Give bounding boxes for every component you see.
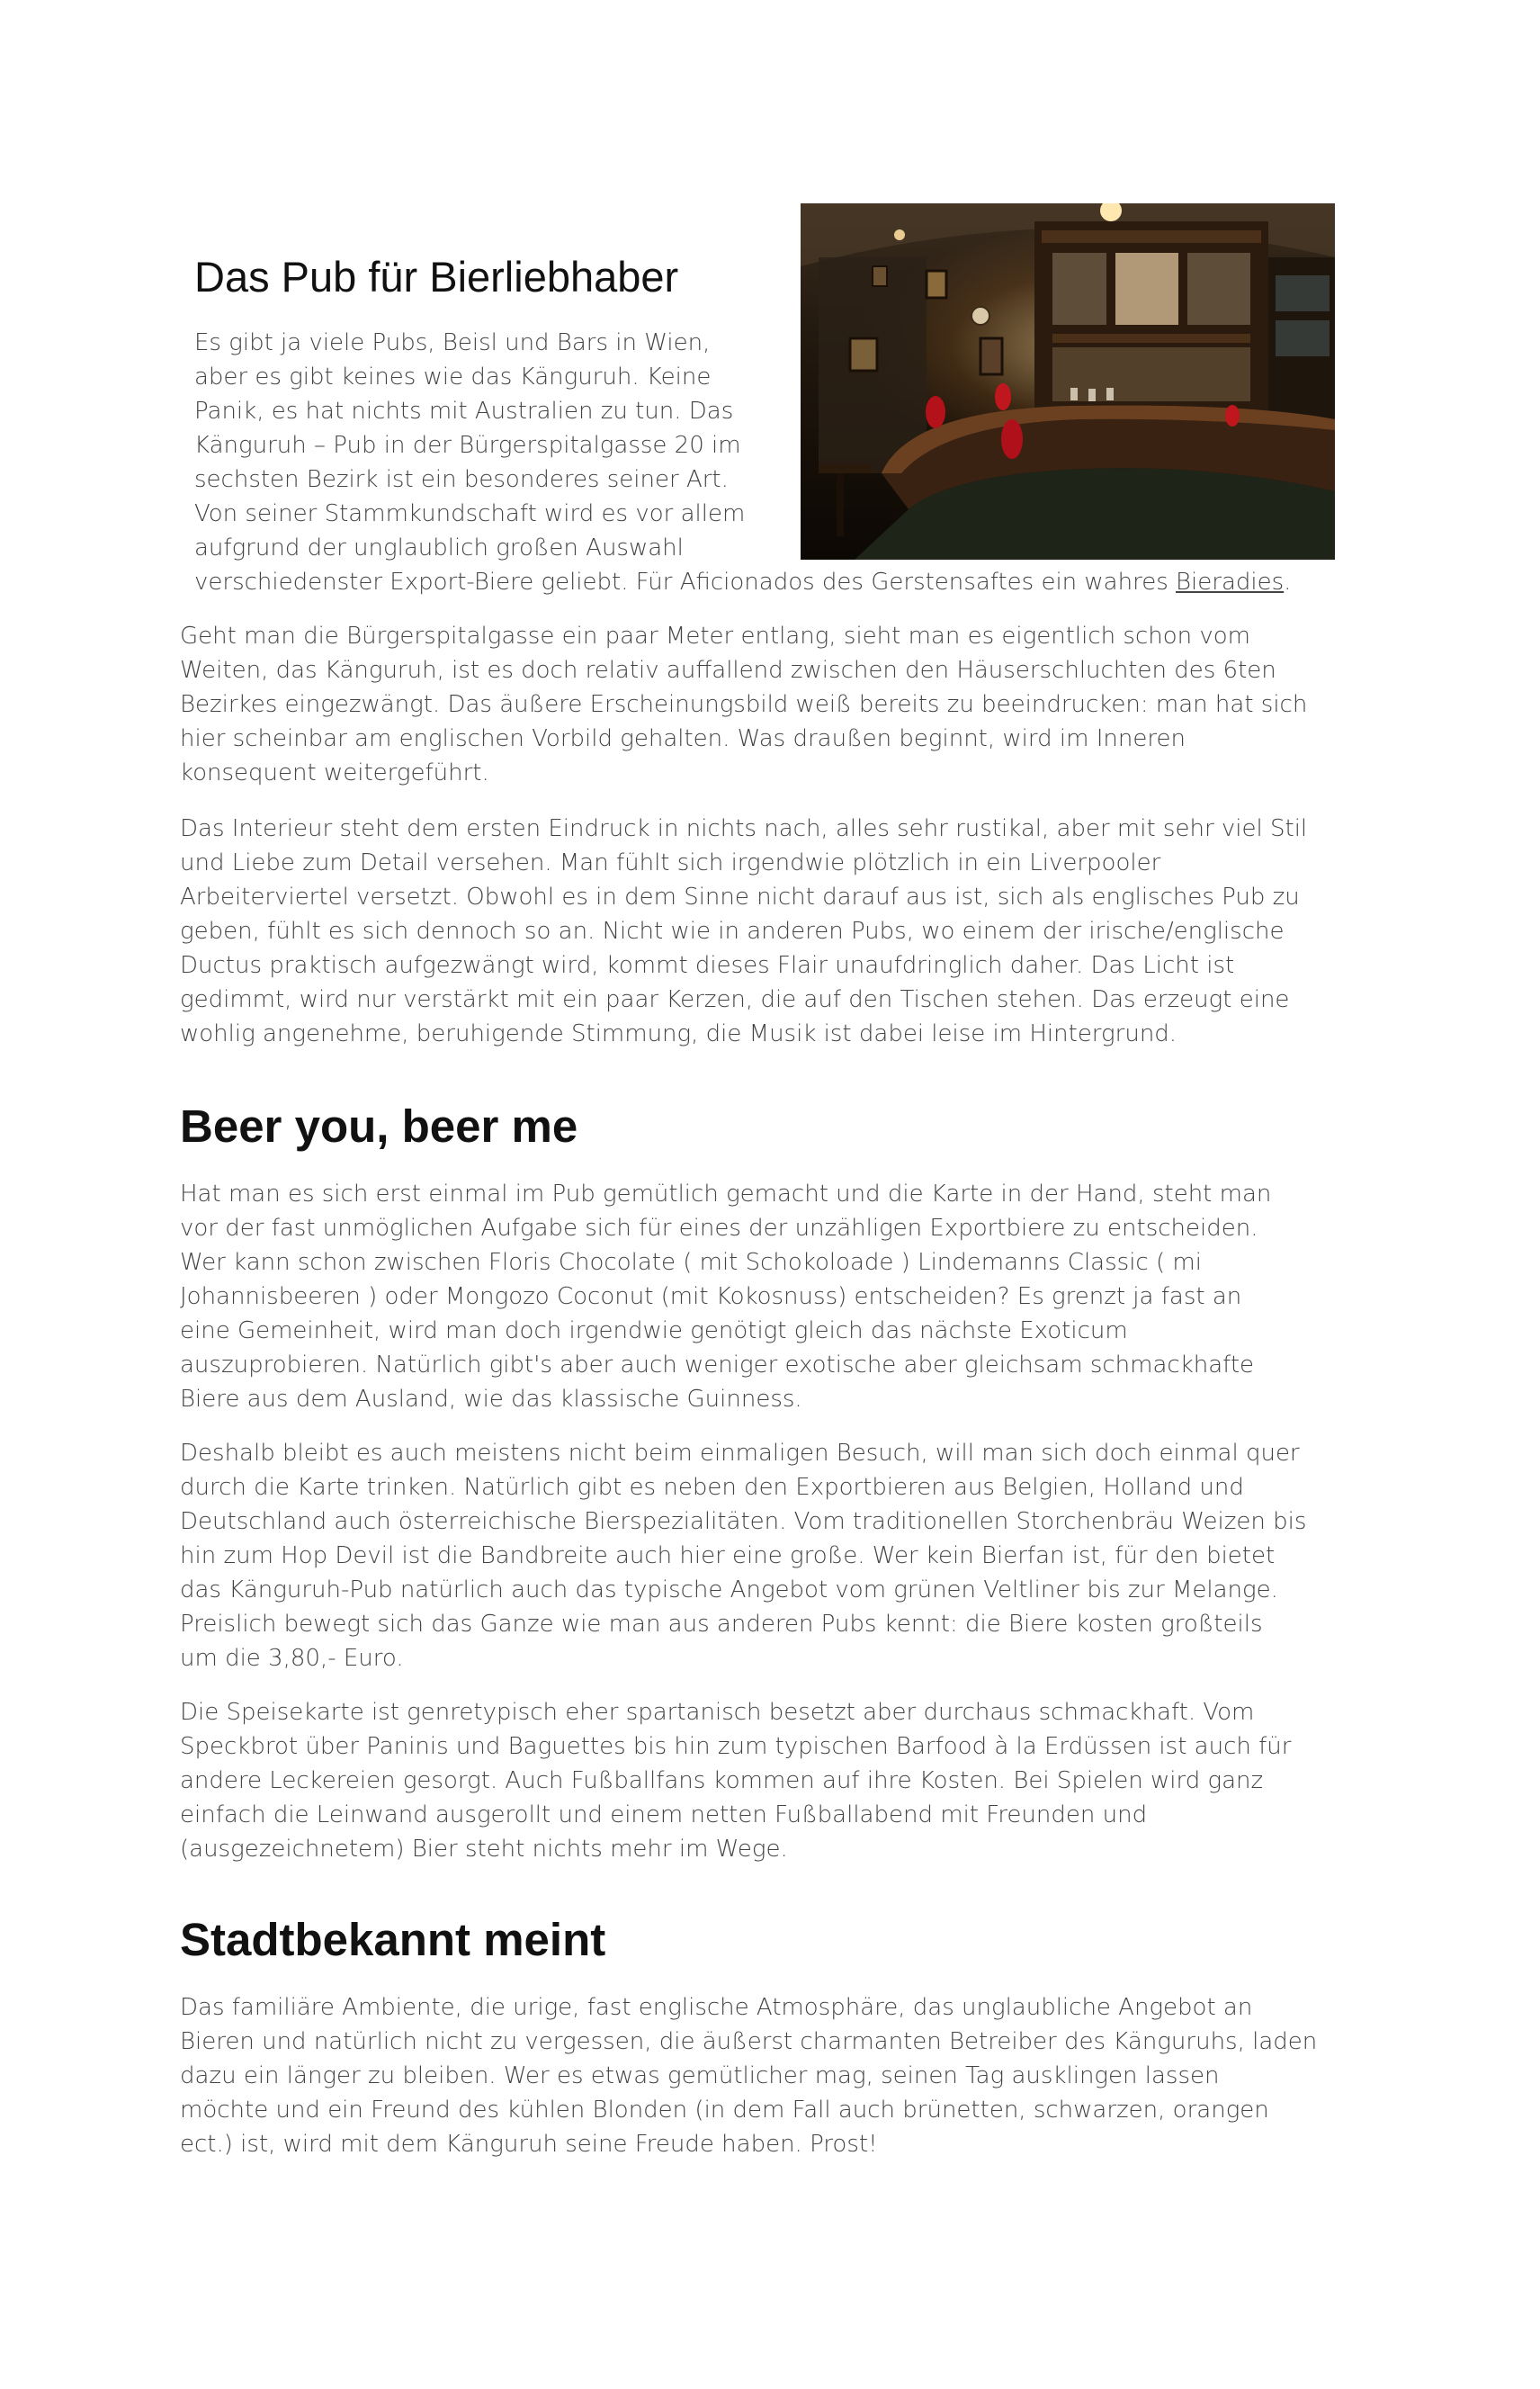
- text-line: möchte und ein Freund des kühlen Blonden (in dem Fall auch brünetten, schwarzen, orangen: [180, 2097, 1269, 2124]
- text-line: (ausgezeichnetem) Bier steht nichts mehr im Wege.: [180, 1836, 788, 1863]
- intro-title: Das Pub für Bierliebhaber: [194, 253, 679, 301]
- text-line: Das Interieur steht dem ersten Eindruck in nichts nach, alles sehr rustikal, aber mit sehr viel Stil: [180, 815, 1308, 842]
- text-line: um die 3,80,- Euro.: [180, 1645, 404, 1672]
- bieradies-link[interactable]: Bieradies: [1176, 569, 1285, 596]
- text-line: Von seiner Stammkundschaft wird es vor allem: [194, 500, 746, 527]
- text-line: dazu ein länger zu bleiben. Wer es etwas gemütlicher mag, seinen Tag ausklingen lassen: [180, 2062, 1220, 2089]
- text-line: Geht man die Bürgerspitalgasse ein paar Meter entlang, sieht man es eigentlich schon vom: [180, 623, 1250, 650]
- text-line: Wer kann schon zwischen Floris Chocolate ( mit Schokoloade ) Lindemanns Classic ( mi: [180, 1249, 1202, 1276]
- text-line: auszuprobieren. Natürlich gibt's aber auch weniger exotische aber gleichsam schmackhafte: [180, 1352, 1255, 1379]
- text-line: eine Gemeinheit, wird man doch irgendwie genötigt gleich das nächste Exoticum: [180, 1317, 1128, 1344]
- text-line: Hat man es sich erst einmal im Pub gemütlich gemacht und die Karte in der Hand, steht man: [180, 1181, 1272, 1208]
- text-line: Speckbrot über Paninis und Baguettes bis hin zum typischen Barfood à la Erdüssen ist auch für: [180, 1733, 1292, 1760]
- text-line: Weiten, das Känguruh, ist es doch relativ auffallend zwischen den Häuserschluchten des 6ten: [180, 657, 1276, 684]
- paragraph-street: [180, 619, 1349, 790]
- text-line: Johannisbeeren ) oder Mongozo Coconut (mit Kokosnuss) entscheiden? Es grenzt ja fast an: [180, 1283, 1242, 1310]
- text-line: ect.) ist, wird mit dem Känguruh seine Freude haben. Prost!: [180, 2131, 878, 2158]
- intro-paragraph: [194, 326, 1346, 599]
- text-line: Das familiäre Ambiente, die urige, fast englische Atmosphäre, das unglaubliche Angebot an: [180, 1994, 1253, 2021]
- paragraph-conclusion: [180, 1990, 1349, 2161]
- text-line: [194, 565, 1346, 599]
- text-line: Panik, es hat nichts mit Australien zu tun. Das: [194, 398, 734, 425]
- text-line: hier scheinbar am englischen Vorbild gehalten. Was draußen beginnt, wird im Inneren: [180, 725, 1186, 752]
- paragraph-food: [180, 1695, 1349, 1866]
- text-line: Arbeiterviertel versetzt. Obwohl es in dem Sinne nicht darauf aus ist, sich als englisches Pub zu: [180, 884, 1300, 911]
- text-line: gedimmt, wird nur verstärkt mit ein paar Kerzen, die auf den Tischen stehen. Das erzeugt eine: [180, 986, 1290, 1013]
- text-line: Deshalb bleibt es auch meistens nicht beim einmaligen Besuch, will man sich doch einmal quer: [180, 1440, 1300, 1467]
- text-line: Die Speisekarte ist genretypisch eher spartanisch besetzt aber durchaus schmackhaft. Vom: [180, 1699, 1255, 1726]
- text-line: Preislich bewegt sich das Ganze wie man aus anderen Pubs kennt: die Biere kosten großteils: [180, 1611, 1263, 1638]
- paragraph-menu-choice: [180, 1177, 1349, 1416]
- text-line: Deutschland auch österreichische Bierspezialitäten. Vom traditionellen Storchenbräu Weizen bis: [180, 1508, 1307, 1535]
- text-line: und Liebe zum Detail versehen. Man fühlt sich irgendwie plötzlich in ein Liverpooler: [180, 849, 1161, 876]
- text-line: hin zum Hop Devil ist die Bandbreite auch hier eine große. Wer kein Bierfan ist, für den bietet: [180, 1542, 1276, 1569]
- text-line: Es gibt ja viele Pubs, Beisl und Bars in Wien,: [194, 329, 711, 356]
- text-line-start: verschiedenster Export-Biere geliebt. Für Aficionados des Gerstensaftes ein wahres: [194, 569, 1177, 596]
- text-line-end: .: [1284, 569, 1292, 596]
- heading-beer-you: Beer you, beer me: [180, 1100, 578, 1152]
- text-line: andere Leckereien gesorgt. Auch Fußballfans kommen auf ihre Kosten. Bei Spielen wird ganz: [180, 1767, 1264, 1794]
- text-line: wohlig angenehme, beruhigende Stimmung, die Musik ist dabei leise im Hintergrund.: [180, 1020, 1177, 1047]
- text-line: aufgrund der unglaublich großen Auswahl: [194, 534, 684, 561]
- text-line: geben, fühlt es sich dennoch so an. Nicht wie in anderen Pubs, wo einem der irische/englische: [180, 918, 1285, 945]
- text-line: Bieren und natürlich nicht zu vergessen, die äußerst charmanten Betreiber des Känguruhs, laden: [180, 2028, 1318, 2055]
- text-line: Bezirkes eingezwängt. Das äußere Erscheinungsbild weiß bereits zu beeindrucken: man hat sich: [180, 691, 1308, 718]
- text-line: das Känguruh-Pub natürlich auch das typische Angebot vom grünen Veltliner bis zur Melange.: [180, 1576, 1278, 1603]
- text-line: sechsten Bezirk ist ein besonderes seiner Art.: [194, 466, 729, 493]
- paragraph-repeat-visits: [180, 1436, 1349, 1675]
- paragraph-interior: [180, 812, 1349, 1051]
- heading-stadtbekannt: Stadtbekannt meint: [180, 1914, 606, 1965]
- text-line: Känguruh – Pub in der Bürgerspitalgasse 20 im: [194, 432, 741, 459]
- text-line: Biere aus dem Ausland, wie das klassische Guinness.: [180, 1386, 802, 1413]
- text-line: konsequent weitergeführt.: [180, 759, 489, 786]
- text-line: aber es gibt keines wie das Känguruh. Keine: [194, 364, 712, 391]
- text-line: einfach die Leinwand ausgerollt und einem netten Fußballabend mit Freunden und: [180, 1801, 1148, 1828]
- text-line: Ductus praktisch aufgezwängt wird, kommt dieses Flair unaufdringlich daher. Das Licht ist: [180, 952, 1235, 979]
- text-line: durch die Karte trinken. Natürlich gibt es neben den Exportbieren aus Belgien, Holland und: [180, 1474, 1244, 1501]
- text-line: vor der fast unmöglichen Aufgabe sich für eines der unzähligen Exportbiere zu entscheiden.: [180, 1215, 1258, 1242]
